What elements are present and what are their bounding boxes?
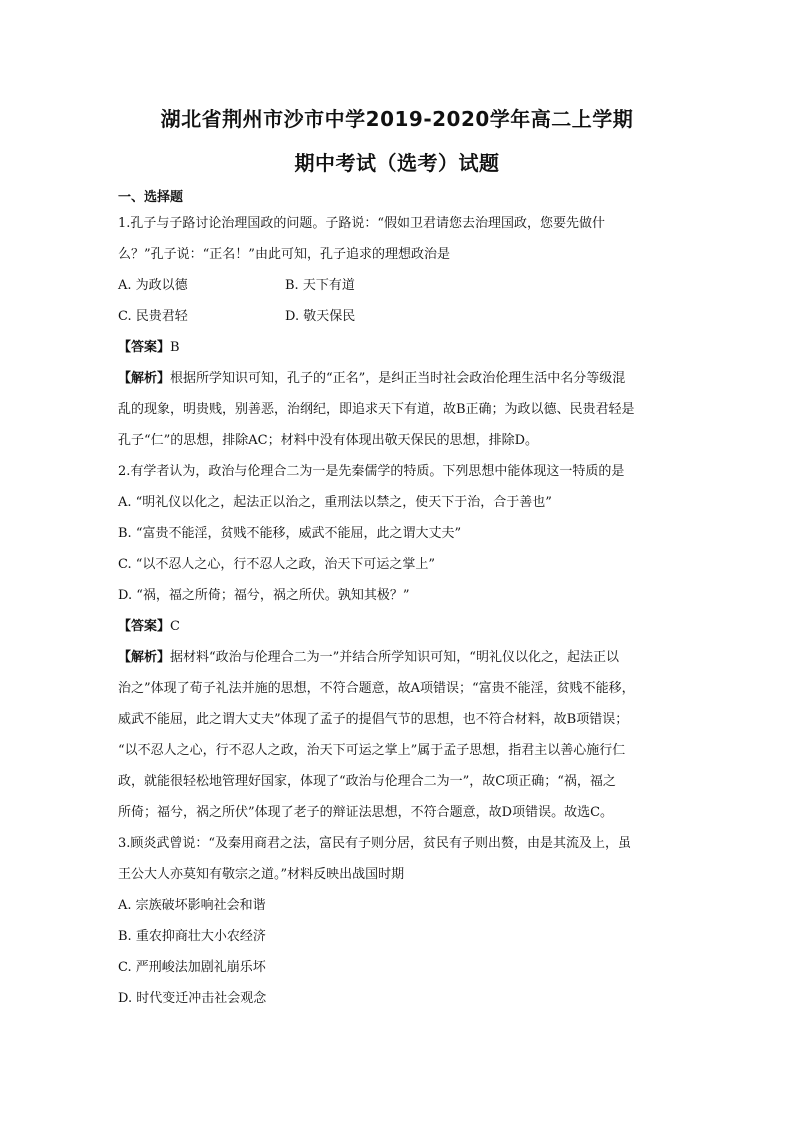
analysis-text: 根据所学知识可知，孔子的“正名”，是纠正当时社会政治伦理生活中名分等级混 (170, 371, 626, 386)
question-1-analysis-line-1 (118, 363, 676, 394)
question-2-analysis-line-6: 所倚；福兮，祸之所伏”体现了老子的辩证法思想，不符合题意，故D项错误。故选C。 (118, 805, 614, 820)
question-3-option-c: C. 严刑峻法加剧礼崩乐坏 (118, 960, 266, 975)
question-1-option-c: C. 民贵君轻 (118, 309, 188, 324)
answer-tag: 【答案】 (118, 340, 171, 355)
analysis-text: 据材料“政治与伦理合二为一”并结合所学知识可知，“明礼仪以化之，起法正以 (170, 650, 619, 665)
question-3-option-a: A. 宗族破坏影响社会和谐 (118, 898, 266, 913)
question-1-stem-line-2: 么？”孔子说：“正名！”由此可知，孔子追求的理想政治是 (118, 247, 450, 262)
question-2-stem: 2.有学者认为，政治与伦理合二为一是先秦儒学的特质。下列思想中能体现这一特质的是 (118, 464, 625, 479)
question-2-option-c: C. “以不忍人之心，行不忍人之政，治天下可运之掌上” (118, 557, 436, 572)
question-1-analysis-line-3: 孔子“仁”的思想，排除AC；材料中没有体现出敬天保民的思想，排除D。 (118, 433, 539, 448)
question-2-option-a: A. “明礼仪以化之，起法正以治之，重刑法以禁之，使天下于治，合于善也” (118, 495, 552, 510)
question-2-option-b: B. “富贵不能淫，贫贱不能移，威武不能屈，此之谓大丈夫” (118, 526, 462, 541)
question-3-option-d: D. 时代变迁冲击社会观念 (118, 991, 267, 1006)
question-2 (118, 456, 676, 828)
question-3-stem-line-2: 王公大人亦莫知有敬宗之道。”材料反映出战国时期 (118, 867, 405, 882)
question-1-stem-line-1: 1.孔子与子路讨论治理国政的问题。子路说：“假如卫君请您去治理国政，您要先做什 (118, 216, 606, 231)
question-2-analysis-line-1 (118, 642, 676, 673)
question-1-option-d: D. 敬天保民 (285, 309, 356, 324)
question-3-stem-line-1: 3.顾炎武曾说：“及秦用商君之法，富民有子则分居，贫民有子则出赘，由是其流及上，虽 (118, 836, 632, 851)
question-1 (118, 208, 676, 456)
question-2-analysis-line-4: “以不忍人之心，行不忍人之政，治天下可运之掌上”属于孟子思想，指君主以善心施行仁 (118, 743, 626, 758)
question-2-answer (118, 611, 676, 642)
page-title-line-2: 期中考试（选考）试题 (294, 151, 500, 175)
analysis-tag: 【解析】 (118, 650, 171, 665)
answer-value: B (170, 340, 180, 355)
answer-value: C (170, 619, 180, 634)
analysis-tag: 【解析】 (118, 371, 171, 386)
question-2-analysis-line-2: 治之”体现了荀子礼法并施的思想，不符合题意，故A项错误；“富贵不能淫，贫贱不能移， (118, 681, 635, 696)
question-2-analysis-line-5: 政，就能很轻松地管理好国家，体现了“政治与伦理合二为一”，故C项正确；“祸，福之 (118, 774, 616, 789)
question-3-option-b: B. 重农抑商壮大小农经济 (118, 929, 266, 944)
question-1-option-a: A. 为政以德 (118, 278, 188, 293)
question-1-options-row-1 (118, 270, 676, 301)
page-title-line-1: 湖北省荆州市沙市中学2019-2020学年高二上学期 (160, 107, 634, 131)
question-1-option-b: B. 天下有道 (285, 278, 355, 293)
question-2-option-d: D. “祸，福之所倚；福兮，祸之所伏。孰知其极？” (118, 588, 410, 603)
question-2-analysis-line-3: 威武不能屈，此之谓大丈夫”体现了孟子的提倡气节的思想，也不符合材料，故B项错误； (118, 712, 629, 727)
question-1-options-row-2 (118, 301, 676, 332)
question-1-analysis-line-2: 乱的现象，明贵贱，别善恶，治纲纪，即追求天下有道，故B正确；为政以德、民贵君轻是 (118, 402, 635, 417)
section-heading: 一、选择题 (118, 190, 184, 205)
answer-tag: 【答案】 (118, 619, 171, 634)
question-1-answer (118, 332, 676, 363)
question-3 (118, 828, 676, 1014)
